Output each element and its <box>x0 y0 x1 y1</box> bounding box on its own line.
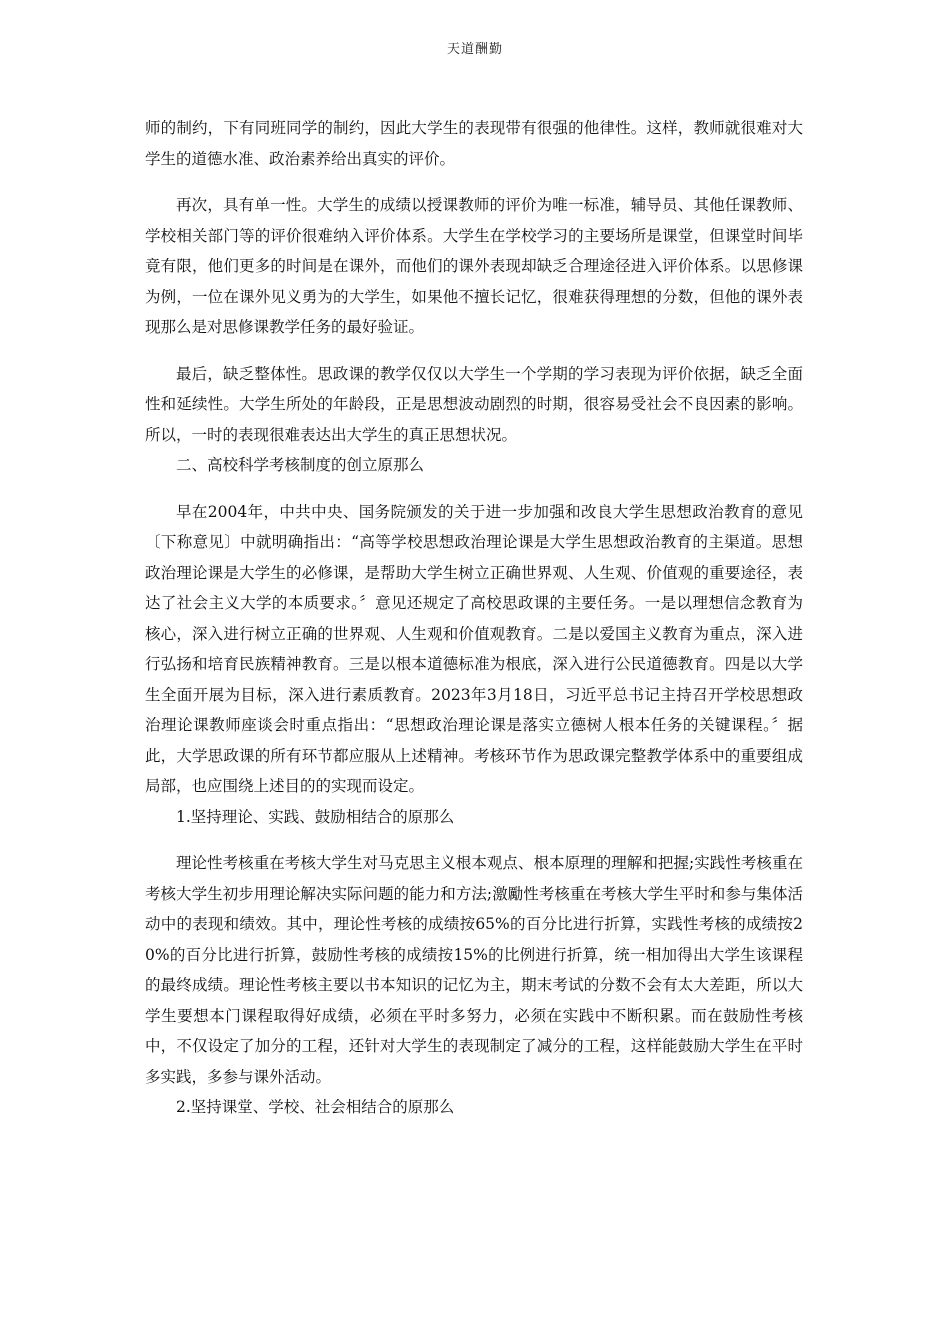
subheading-1: 1.坚持理论、实践、鼓励相结合的原那么 <box>176 807 455 826</box>
paragraph-integrity: 最后，缺乏整体性。思政课的教学仅仅以大学生一个学期的学习表现为评价依据，缺乏全面性和延续性。大学生所处的年龄段，正是思想波动剧烈的时期，很容易受社会不良因素的影响。所以，一时的表现很难表达出大学生的真正思想状况。 <box>145 364 803 444</box>
paragraph-opinion: 早在2004年，中共中央、国务院颁发的关于进一步加强和改良大学生思想政治教育的意见〔下称意见〕中就明确指出：“高等学校思想政治理论课是大学生思想政治教育的主渠道。思想政治理论课是大学生的必修课，是帮助大学生树立正确世界观、人生观、价值观的重要途径，表达了社会主义大学的本质要求。〞意见还规定了高校思政课的主要任务。一是以理想信念教育为核心，深入进行树立正确的世界观、人生观和价值观教育。二是以爱国主义教育为重点，深入进行弘扬和培育民族精神教育。三是以根本道德标准为根底，深入进行公民道德教育。四是以大学生全面开展为目标，深入进行素质教育。2023年3月18日，习近平总书记主持召开学校思想政治理论课教师座谈会时重点指出：“思想政治理论课是落实立德树人根本任务的关键课程。〞据此，大学思政课的所有环节都应服从上述精神。考核环节作为思政课完整教学体系中的重要组成局部，也应围绕上述目的的实现而设定。 <box>145 502 803 795</box>
page-header: 天道酬勤 <box>446 42 503 57</box>
paragraph-singularity: 再次，具有单一性。大学生的成绩以授课教师的评价为唯一标准，辅导员、其他任课教师、学校相关部门等的评价很难纳入评价体系。大学生在学校学习的主要场所是课堂，但课堂时间毕竟有限，他们更多的时间是在课外，而他们的课外表现却缺乏合理途径进入评价体系。以思修课为例，一位在课外见义勇为的大学生，如果他不擅长记忆，很难获得理想的分数，但他的课外表现那么是对思修课教学任务的最好验证。 <box>145 196 803 336</box>
paragraph-continuation: 师的制约，下有同班同学的制约，因此大学生的表现带有很强的他律性。这样，教师就很难对大学生的道德水准、政治素养给出真实的评价。 <box>145 119 803 168</box>
paragraph-assessment: 理论性考核重在考核大学生对马克思主义根本观点、根本原理的理解和把握;实践性考核重在考核大学生初步用理论解决实际问题的能力和方法;激勵性考核重在考核大学生平时和参与集体活动中的表现和绩效。其中，理论性考核的成绩按65%的百分比进行折算，实践性考核的成绩按20%的百分比进行折算，鼓励性考核的成绩按15%的比例进行折算，统一相加得出大学生该课程的最终成绩。理论性考核主要以书本知识的记忆为主，期末考试的分数不会有太大差距，所以大学生要想本门课程取得好成绩，必须在平时多努力，必须在实践中不断积累。而在鼓励性考核中，不仅设定了加分的工程，还针对大学生的表现制定了减分的工程，这样能鼓励大学生在平时多实践，多参与课外活动。 <box>145 854 803 1086</box>
section-heading-2: 二、高校科学考核制度的创立原那么 <box>176 456 425 474</box>
document-body <box>145 113 803 1123</box>
subheading-2: 2.坚持课堂、学校、社会相结合的原那么 <box>176 1098 455 1116</box>
